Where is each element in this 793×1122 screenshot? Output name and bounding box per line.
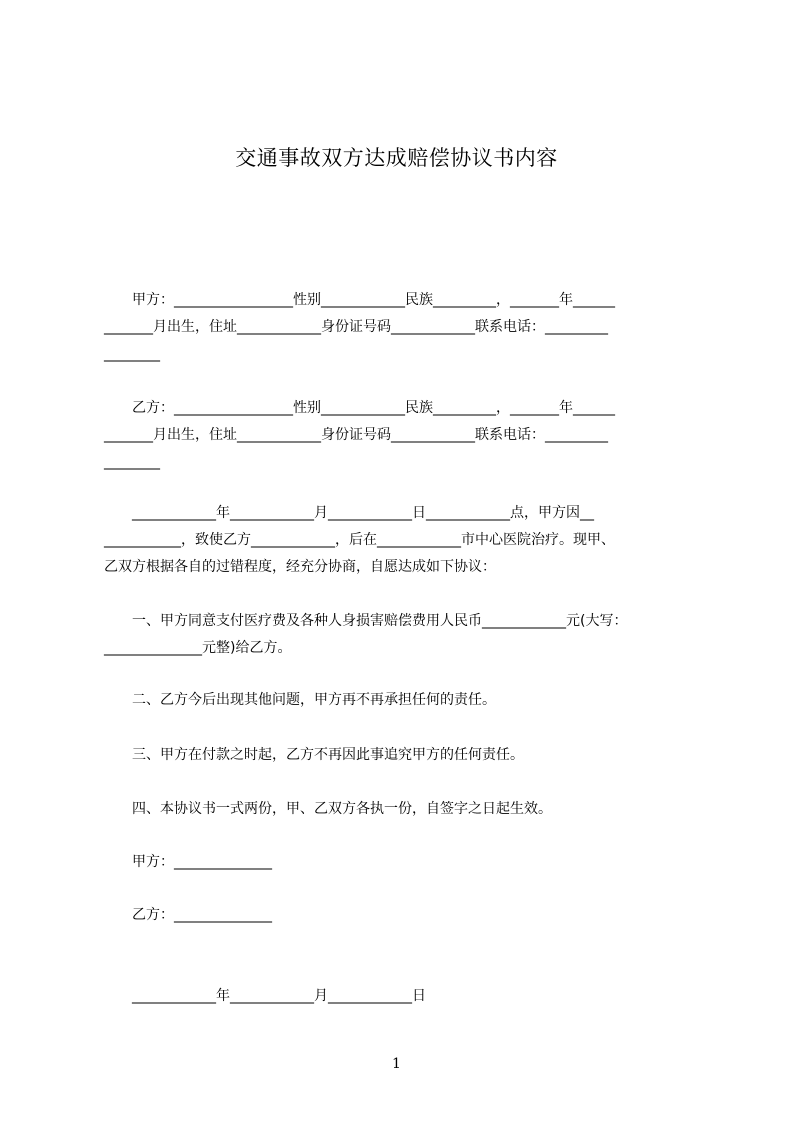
clause-1: 一、甲方同意支付医疗费及各种人身损害赔偿费用人民币____________元(大写： ______________元整)给乙方。 (104, 613, 628, 656)
incident-description: ____________年____________月____________日____________点，甲方因__ ___________，致使乙方____________，后在____________市中心医院治疗。现甲、 乙双方根据各自的过错程度，经充分协商，自愿达成如下协议： (104, 505, 615, 575)
party-b-info: 乙方：_________________性别____________民族_________，_______年______ _______月出生，住址____________身份证号码____________联系电话：_________ ________ (104, 400, 615, 470)
document-title: 交通事故双方达成赔偿协议书内容 (235, 146, 558, 170)
clause-3: 三、甲方在付款之时起，乙方不再因此事追究甲方的任何责任。 (104, 747, 524, 763)
page-number: 1 (392, 1056, 401, 1072)
clause-2: 二、乙方今后出现其他问题，甲方再不再承担任何的责任。 (104, 692, 496, 708)
signature-party-b: 乙方：______________ (104, 907, 272, 923)
signature-party-a: 甲方：______________ (104, 854, 272, 870)
clause-4: 四、本协议书一式两份，甲、乙双方各执一份，自签字之日起生效。 (104, 801, 552, 817)
date-line: ____________年____________月____________日 (104, 988, 426, 1004)
party-a-info: 甲方：_________________性别____________民族_________，_______年______ _______月出生，住址____________身份证号码____________联系电话：_________ ________ (104, 292, 615, 362)
